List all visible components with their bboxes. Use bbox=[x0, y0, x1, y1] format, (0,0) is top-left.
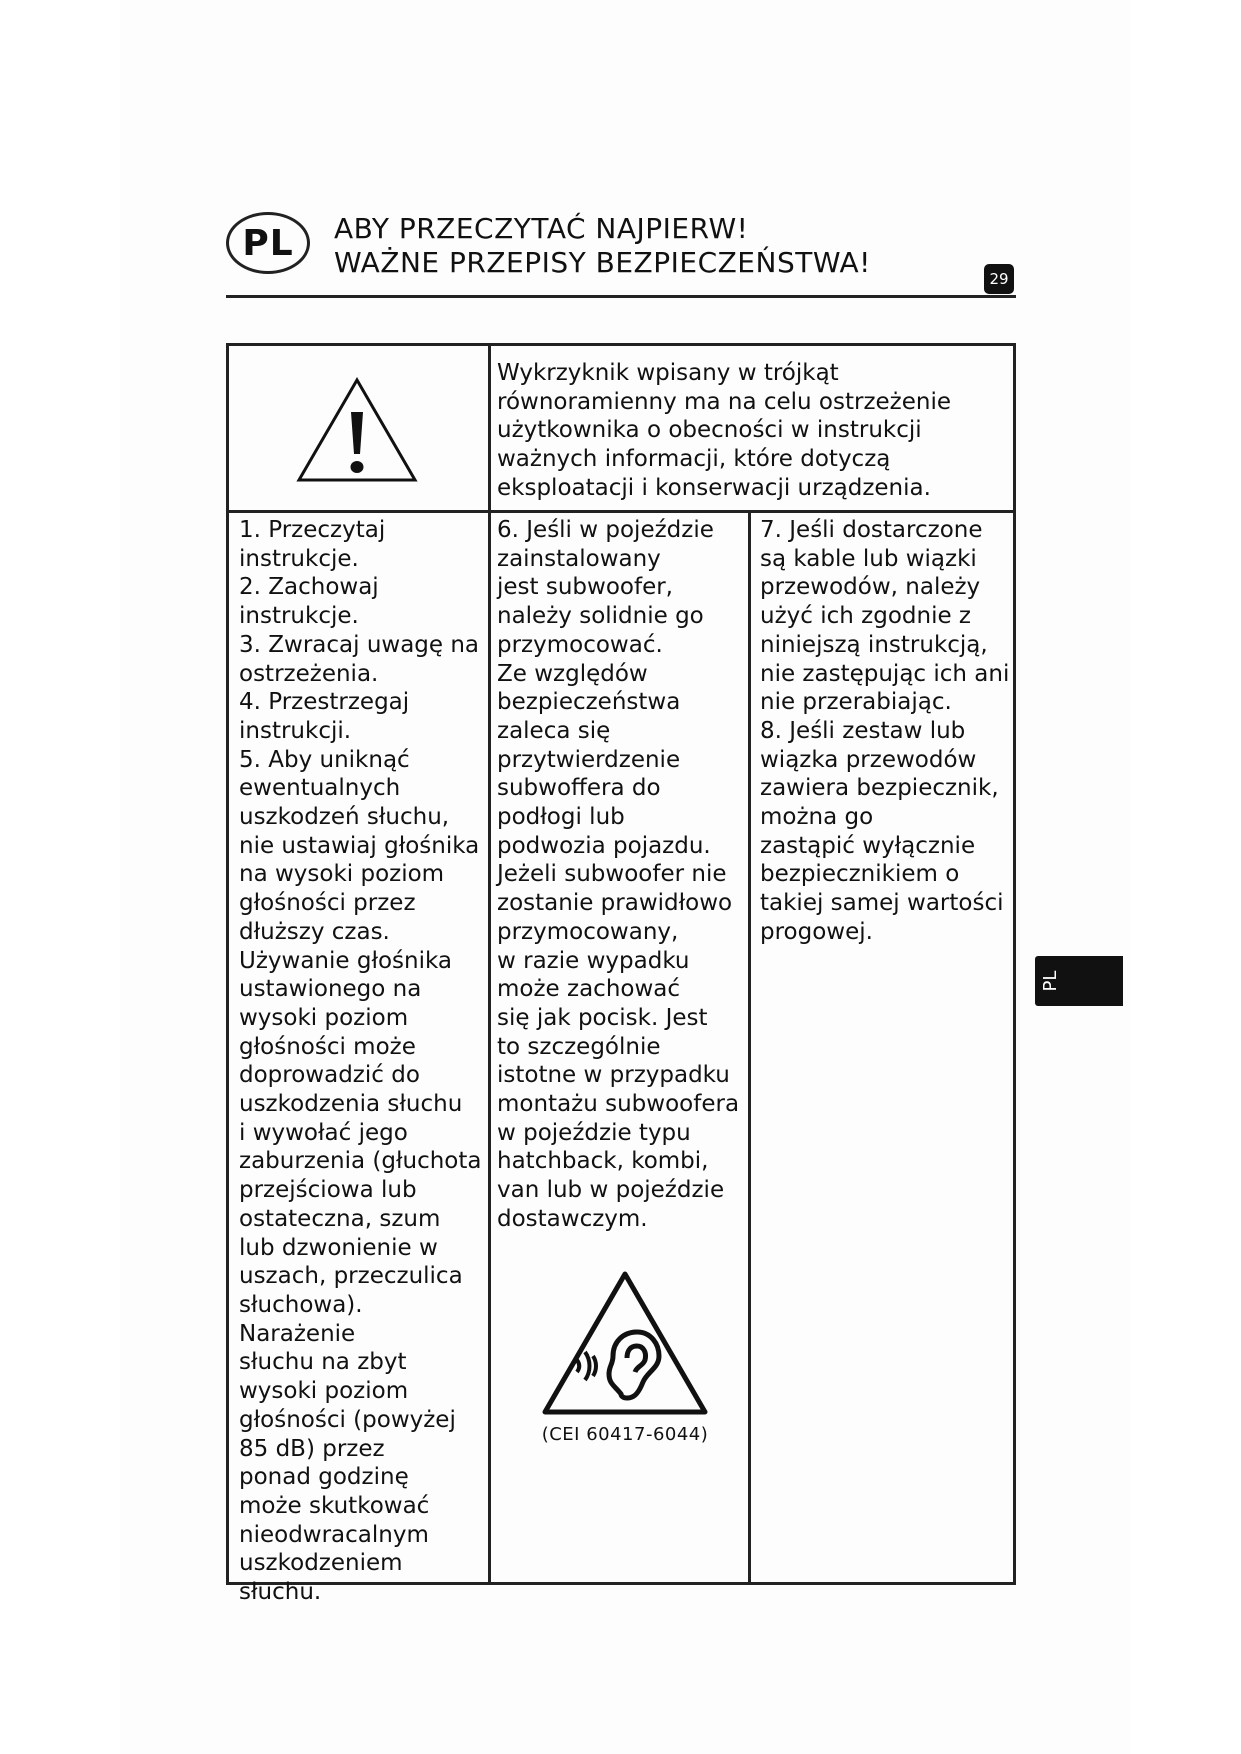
page-number: 29 bbox=[984, 264, 1014, 294]
title-line-2: WAŻNE PRZEPISY BEZPIECZEŃSTWA! bbox=[334, 246, 871, 279]
page-header bbox=[226, 210, 1016, 300]
instructions-column-2: 6. Jeśli w pojeździe zainstalowany jest subwoofer, należy solidnie go przymocować. Ze względów bezpieczeństwa zaleca się przytwierdzenie subwoffera do podłogi lub podwozia pojazdu. Jeżeli subwoofer nie zostanie prawidłowo przymocowany, w razie wypadku może zachować się jak pocisk. Jest to szczególnie istotne w przypadku montażu subwoofera w pojeździe typu hatchback, kombi, van lub w pojeździe dostawczym. bbox=[497, 517, 740, 1232]
divider-col-2 bbox=[748, 512, 751, 1582]
language-side-tab bbox=[1035, 956, 1123, 1006]
language-code: PL bbox=[242, 222, 294, 264]
standard-reference: (CEI 60417-6044) bbox=[541, 1424, 709, 1445]
hearing-warning-icon bbox=[539, 1268, 711, 1418]
language-badge bbox=[226, 212, 310, 274]
instructions-column-1: 1. Przeczytaj instrukcje. 2. Zachowaj instrukcje. 3. Zwracaj uwagę na ostrzeżenia. 4. Przestrzegaj instrukcji. 5. Aby uniknąć ewentualnych uszkodzeń słuchu, nie ustawiaj głośnika na wysoki poziom głośności przez dłuższy czas. Używanie głośnika ustawionego na wysoki poziom głośności może doprowadzić do uszkodzenia słuchu i wywołać jego zaburzenia (głuchota przejściowa lub ostateczna, szum lub dzwonienie w uszach, przeczulica słuchowa). Narażenie słuchu na zbyt wysoki poziom głośności (powyżej 85 dB) przez ponad godzinę może skutkować nieodwracalnym uszkodzeniem słuchu. bbox=[239, 517, 482, 1606]
title-line-1: ABY PRZECZYTAĆ NAJPIERW! bbox=[334, 212, 749, 245]
safety-table bbox=[226, 343, 1016, 1606]
warning-description: Wykrzyknik wpisany w trójkąt równoramienny ma na celu ostrzeżenie użytkownika o obecności w instrukcji ważnych informacji, które dotyczą eksploatacji i konserwacji urządzenia. bbox=[497, 360, 952, 501]
page-title bbox=[334, 212, 871, 280]
side-tab-label: PL bbox=[1039, 970, 1061, 992]
warning-triangle-icon bbox=[295, 376, 419, 486]
instructions-column-3: 7. Jeśli dostarczone są kable lub wiązki przewodów, należy użyć ich zgodnie z niniejszą instrukcją, nie zastępując ich ani nie przerabiając. 8. Jeśli zestaw lub wiązka przewodów zawiera bezpiecznik, można go zastąpić wyłącznie bezpiecznikiem o takiej samej wartości progowej. bbox=[760, 517, 1010, 945]
divider-col-1 bbox=[488, 346, 491, 1582]
divider-top-row bbox=[229, 510, 1013, 513]
header-divider bbox=[226, 295, 1016, 298]
